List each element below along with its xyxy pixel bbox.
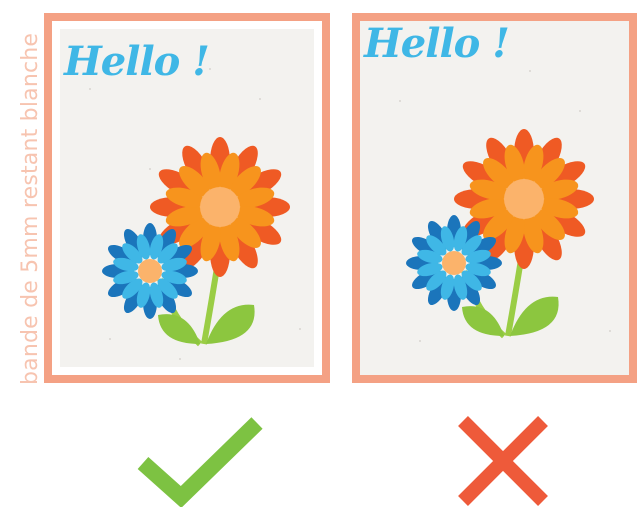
flowers-illustration bbox=[406, 121, 606, 351]
leaf-right bbox=[510, 297, 559, 336]
flowers-illustration bbox=[102, 129, 302, 359]
white-margin-label: bande de 5mm restant blanche bbox=[18, 32, 43, 385]
card-with-white-margin bbox=[44, 13, 330, 383]
card-without-white-margin bbox=[352, 13, 637, 383]
leaf-left bbox=[462, 306, 504, 336]
hello-greeting: Hello ! bbox=[364, 20, 509, 67]
cross-icon bbox=[455, 415, 551, 507]
card-paper bbox=[52, 21, 322, 375]
hello-greeting: Hello ! bbox=[64, 38, 209, 85]
card-paper bbox=[360, 21, 629, 375]
checkmark-icon bbox=[135, 415, 265, 507]
leaf-left bbox=[158, 314, 200, 344]
leaf-right bbox=[206, 305, 255, 344]
